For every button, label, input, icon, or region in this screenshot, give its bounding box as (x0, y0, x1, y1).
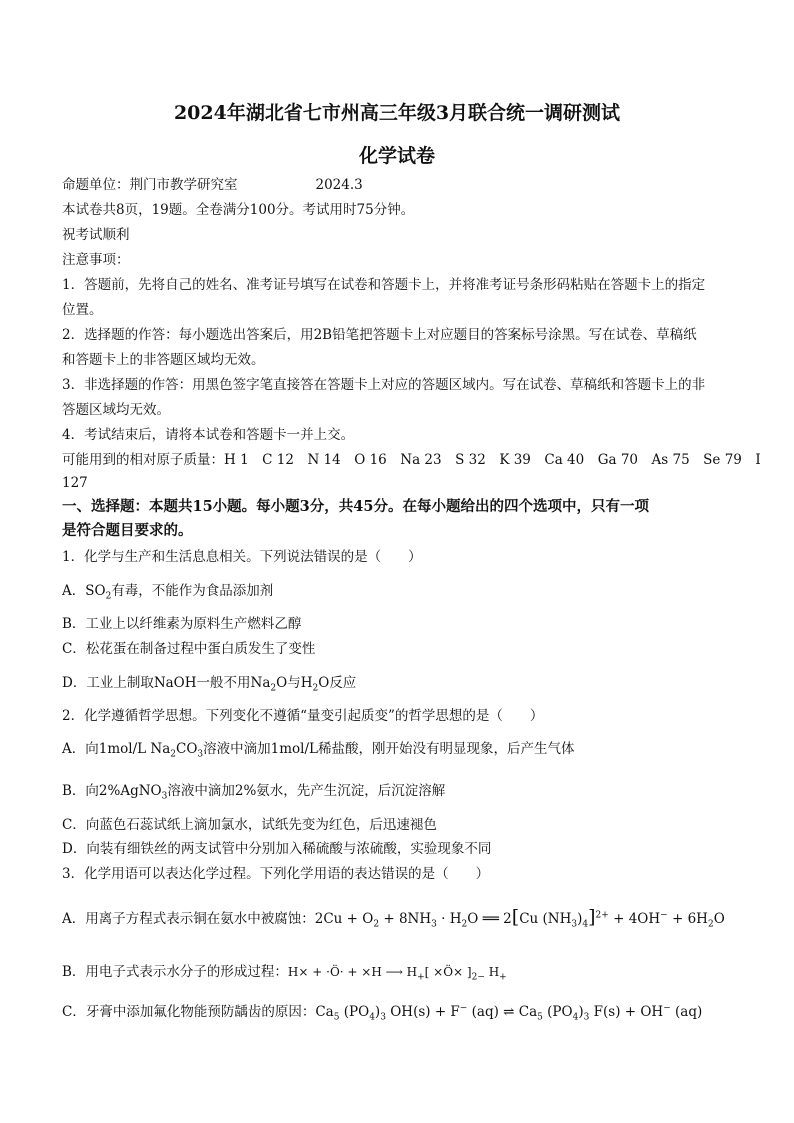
q2-option-a: A．向1mol/L $Na_2CO_3$溶液中滴加1mol/L稀盐酸，刚开始没有明显现象，后产生气体 (62, 741, 575, 760)
note-line: 4．考试结束后，请将本试卷和答题卡一并上交。 (62, 427, 355, 443)
formula-so2: $SO_2$ (85, 583, 112, 602)
note-line: 位置。 (62, 302, 103, 318)
q3-stem: 3．化学用语可以表达化学过程。下列化学用语的表达错误的是（ ） (62, 866, 490, 882)
formula-agno3: AgNO$_3$ (120, 783, 168, 802)
note-line: 和答题卡上的非答题区域均无效。 (62, 352, 265, 368)
q2-option-c: C．向蓝色石蕊试纸上滴加氯水，试纸先变为红色，后迅速褪色 (62, 817, 437, 833)
note-line: 3．非选择题的作答：用黑色签字笔直接答在答题卡上对应的答题区域内。写在试卷、草稿纸和答题卡上的非 (62, 377, 706, 393)
q2-stem: 2．化学遵循哲学思想。下列变化不遵循“量变引起质变”的哲学思想的是（ ） (62, 708, 544, 724)
formula-h2o: $H_2O$ (300, 675, 330, 694)
q1-option-c: C．松花蛋在制备过程中蛋白质发生了变性 (62, 641, 316, 657)
atomic-masses-cont: 127 (62, 475, 88, 491)
ionic-equation: $2Cu + O_2 + 8NH_3 \cdot H_2O$ ══ 2[Cu $(NH_3)_4]^{2+} + 4OH^- + 6H_2O$ (314, 906, 725, 930)
note-line: 2．选择题的作答：每小题选出答案后，用2B铅笔把答题卡上对应题目的答案标号涂黑。写在试卷、草稿纸 (62, 327, 697, 343)
meta-line (62, 176, 363, 194)
q1-option-d: D．工业上制取NaOH一般不用$Na_2O$与$H_2O$反应 (62, 675, 357, 694)
unit-label: 命题单位：荆门市教学研究室 (62, 177, 238, 193)
exam-info: 本试卷共8页，19题。全卷满分100分。考试用时75分钟。 (62, 202, 415, 218)
q2-option-b: B．向2%AgNO$_3$溶液中滴加2%氨水，先产生沉淀，后沉淀溶解 (62, 783, 446, 802)
formula-na2o: $Na_2O$ (250, 675, 288, 694)
exam-title: 2024年湖北省七市州高三年级3月联合统一调研测试 (173, 102, 621, 124)
wish-text: 祝考试顺利 (62, 227, 130, 243)
q3-option-b: B．用电子式表示水分子的形成过程：H× + ·Ö· + ×H ⟶ $H_+$[ ×Ö× ]$_{2-}$ $H_+$ (62, 964, 507, 983)
formula-na2co3: $Na_2CO_3$ (146, 741, 204, 760)
q2-option-d: D．向装有细铁丝的两支试管中分别加入稀硫酸与浓硫酸，实验现象不同 (62, 841, 492, 857)
q3-option-c: C．牙膏中添加氟化物能预防龋齿的原因：$Ca_5$ $(PO_4)_3$ OH(s) + F− (aq) ⇌ $Ca_5$ $(PO_4)_3$ F(s) + OH− (aq) (62, 1003, 703, 1023)
notes-heading: 注意事项： (62, 252, 130, 268)
q3-option-a: A．用离子方程式表示铜在氨水中被腐蚀：$2Cu + O_2 + 8NH_3 \cdot H_2O$ ══ 2[Cu $(NH_3)_4]^{2+} + 4OH^- + 6H_2O$ (62, 906, 725, 930)
atomic-masses: 可能用到的相对原子质量：H 1 C 12 N 14 O 16 Na 23 S 32 K 39 Ca 40 Ga 70 As 75 Se 79 I (62, 452, 761, 468)
section-heading-cont: 是符合题目要求的。 (62, 522, 193, 539)
q1-stem: 1．化学与生产和生活息息相关。下列说法错误的是（ ） (62, 549, 422, 565)
note-line: 1．答题前，先将自己的姓名、准考证号填写在试卷和答题卡上，并将准考证号条形码粘贴在答题卡上的指定 (62, 277, 706, 293)
section-heading: 一、选择题：本题共15小题。每小题3分，共45分。在每小题给出的四个选项中，只有一项 (62, 498, 649, 515)
electron-formula: H× + ·Ö· + ×H ⟶ $H_+$[ ×Ö× ]$_{2-}$ $H_+$ (287, 965, 507, 983)
q1-option-a: A．$SO_2$有毒，不能作为食品添加剂 (62, 583, 274, 602)
equilibrium-equation: $Ca_5$ $(PO_4)_3$ OH(s) + F− (aq) ⇌ $Ca_5$ $(PO_4)_3$ F(s) + OH− (aq) (315, 1003, 703, 1023)
note-line: 答题区域均无效。 (62, 402, 170, 418)
exam-date: 2024.3 (315, 177, 363, 193)
q1-option-b: B．工业上以纤维素为原料生产燃料乙醇 (62, 616, 302, 632)
exam-subtitle: 化学试卷 (358, 145, 435, 167)
